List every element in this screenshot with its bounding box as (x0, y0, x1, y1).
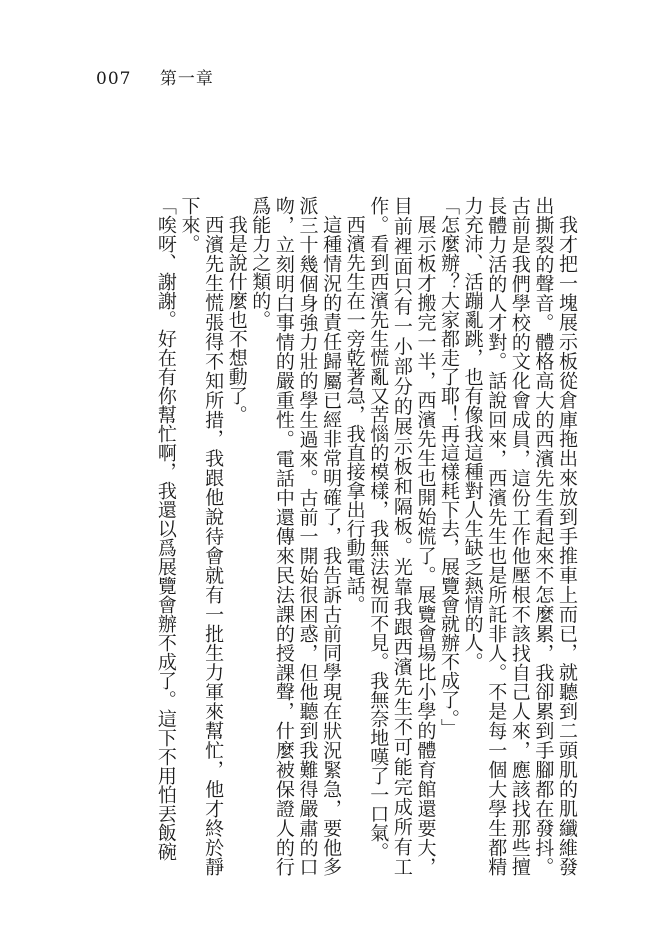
paragraph: 「唉呀、謝謝。好在有你幫忙啊，我還以爲展覽會辦不成了。這下不用怕丟飯碗 (154, 196, 177, 861)
paragraph: 展示板才搬完一半，西濱先生也開始慌了。展覽會場比小學的體育館還要大，目前裡面只有一小部分的展示板和隔板。光靠我跟西濱先生不可能完成所有工作。看到西濱先生慌亂又苦惱的模樣，我無法視而不見。我無奈地嘆了一口氣。 (367, 196, 437, 876)
paragraph: 我是說什麼也不想動了。 (225, 215, 248, 424)
paragraph: 這種情況的責任歸屬已經非常明確了，我告訴古前同學現在狀況緊急，要他多派三十幾個身強力壯的學生過來。古前一開始很困惑，但他聽到我難得嚴肅的口吻，立刻明白事情的嚴重性。電話中還傳來民法課的授課聲，什麼被保證人的行爲能力之類的。 (249, 196, 343, 876)
running-header (96, 64, 214, 89)
paragraph: 「怎麼辦？大家都走了耶！再這樣耗下去，展覽會就辦不成了。」 (438, 196, 461, 738)
paragraph: 西濱先生在一旁乾著急，我直接拿出行動電話。 (343, 215, 366, 614)
page-number: 007 (96, 69, 132, 89)
paragraph: 我才把一塊展示板從倉庫拖出來放到手推車上而已，就聽到二頭肌的肌纖維發出撕裂的聲音。體格高大的西濱先生看起來不怎麼累，我卻累到手腳都在發抖。古前是我們學校的文化會成員，這份工作他壓根不該找自己人來，應該找那些擅長體力活的人才對。話說回來，西濱先生也是所託非人。不是每一個大學生都精力充沛、活蹦亂跳，也有像我這種對人生缺乏熱情的人。 (461, 196, 578, 876)
chapter-title: 第一章 (159, 69, 214, 89)
paragraph: 西濱先生慌張得不知所措，我跟他說待會就有一批生力軍來幫忙，他才終於靜下來。 (178, 196, 225, 876)
vertical-text-body (108, 196, 578, 876)
